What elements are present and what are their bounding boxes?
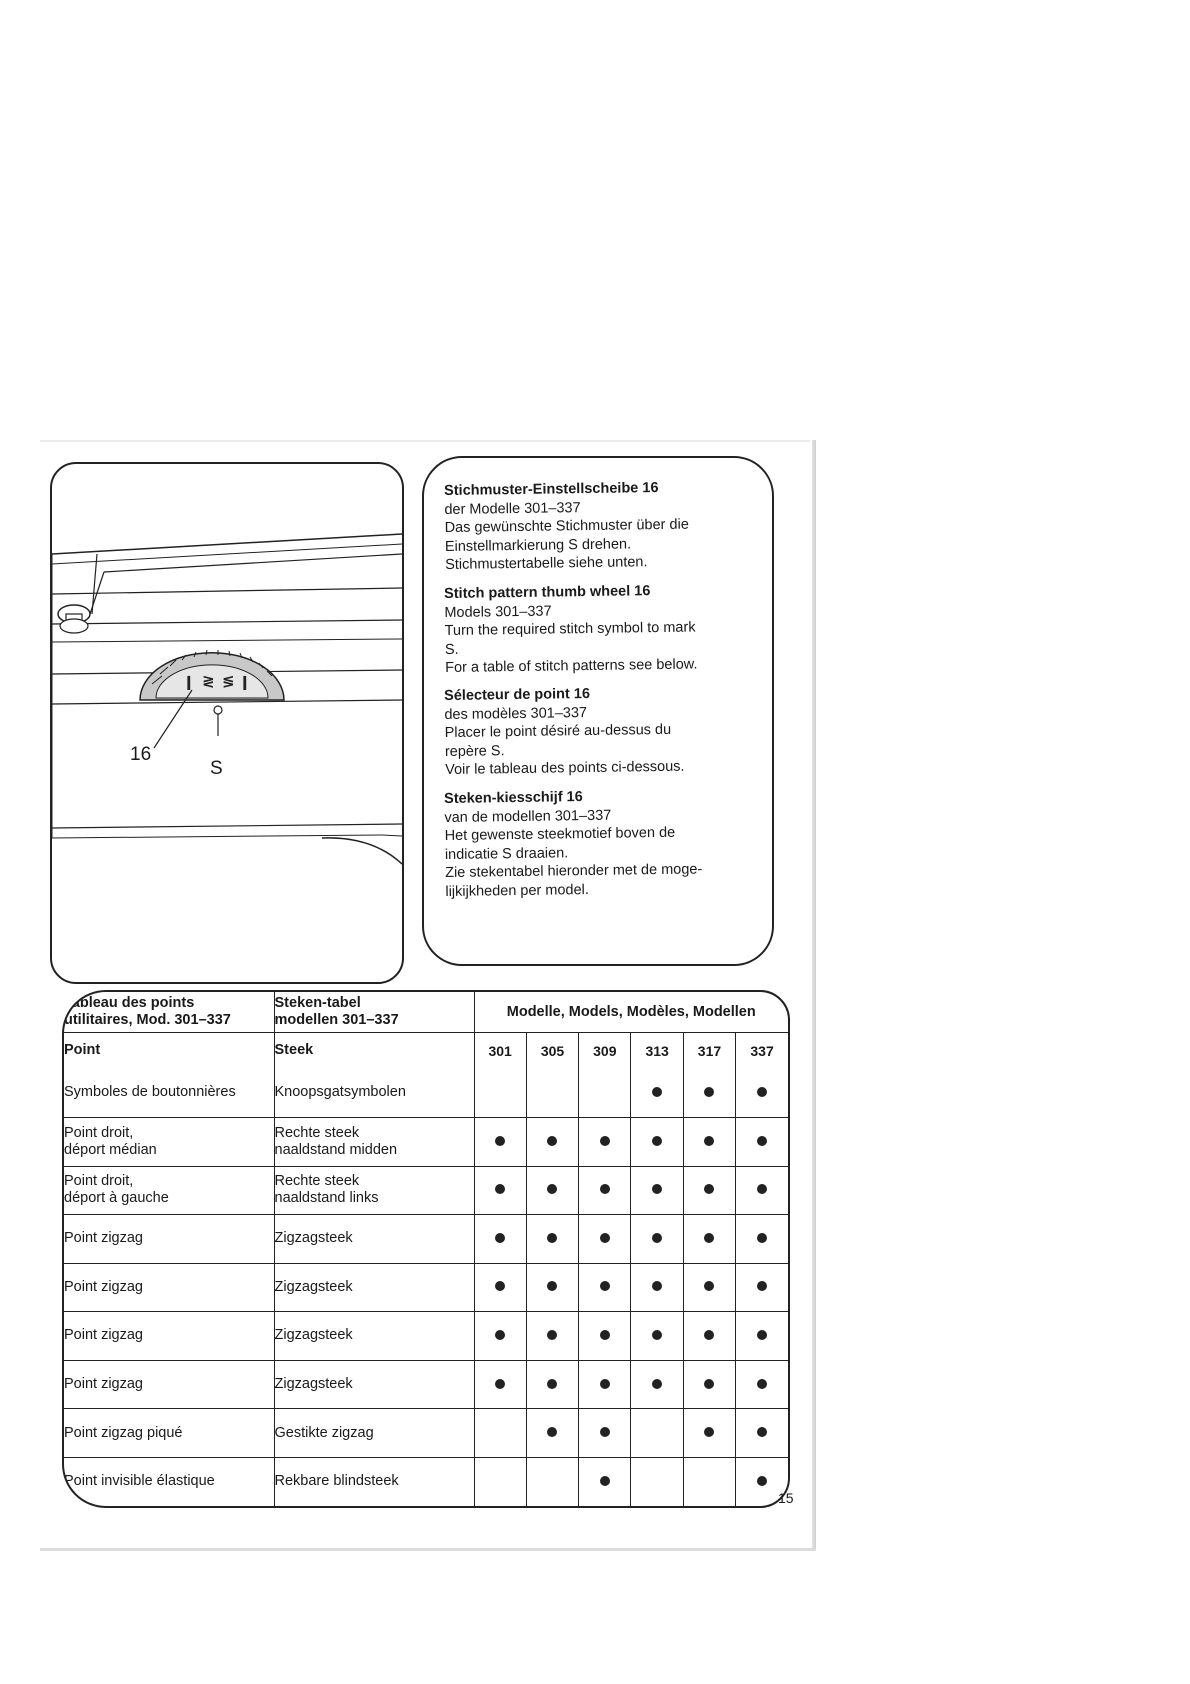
stitch-name-fr [64,1215,274,1264]
available-dot-icon [704,1379,714,1389]
availability-cell-313 [631,1069,683,1118]
header-fr-line: Tableau des points [64,994,195,1011]
available-dot-icon [495,1330,505,1340]
stitch-name-nl [274,1360,474,1409]
available-dot-icon [547,1184,557,1194]
available-dot-icon [547,1330,557,1340]
section-french [444,683,755,780]
instructions-text [444,482,754,911]
availability-cell-317 [683,1117,735,1166]
section-line: Het gewenste steekmotief boven de [444,824,676,844]
stitch-name-nl [274,1263,474,1312]
section-line: Turn the required stitch symbol to mark [444,618,696,639]
availability-cell-309 [579,1166,631,1215]
section-line: repère S. [444,742,505,760]
available-dot-icon [704,1087,714,1097]
available-dot-icon [652,1136,662,1146]
stitch-name-nl-line: Knoopsgatsymbolen [274,1084,406,1101]
available-dot-icon [757,1379,767,1389]
section-title: Stichmuster-Einstellscheibe 16 [444,480,659,499]
availability-cell-313 [631,1360,683,1409]
available-dot-icon [495,1233,505,1243]
stitch-name-fr-line: Symboles de boutonnières [64,1084,236,1101]
section-line: der Modelle 301–337 [444,499,581,518]
available-dot-icon [652,1330,662,1340]
available-dot-icon [757,1476,767,1486]
section-line: Models 301–337 [444,602,552,620]
availability-cell-305 [526,1457,578,1506]
available-dot-icon [704,1330,714,1340]
availability-cell-317 [683,1360,735,1409]
available-dot-icon [704,1281,714,1291]
model-number: 301 [474,1032,526,1068]
available-dot-icon [600,1281,610,1291]
stitch-name-fr-line: Point zigzag piqué [64,1424,183,1441]
availability-cell-305 [526,1263,578,1312]
availability-cell-337 [736,1215,788,1264]
table-row [64,1069,788,1118]
table-row [64,1360,788,1409]
stitch-name-nl [274,1215,474,1264]
available-dot-icon [757,1087,767,1097]
available-dot-icon [652,1281,662,1291]
stitch-name-nl-line: naaldstand links [274,1190,379,1207]
section-line: van de modellen 301–337 [444,806,612,825]
stitch-name-fr [64,1409,274,1458]
available-dot-icon [757,1330,767,1340]
section-title: Steken-kiesschijf 16 [444,788,583,807]
available-dot-icon [600,1233,610,1243]
availability-cell-317 [683,1263,735,1312]
stitch-name-nl [274,1166,474,1215]
section-line: Voir le tableau des points ci-dessous. [445,758,685,778]
availability-cell-301 [474,1312,526,1361]
available-dot-icon [757,1427,767,1437]
available-dot-icon [495,1184,505,1194]
stitch-name-fr [64,1117,274,1166]
stitch-name-nl-line: Rekbare blindsteek [274,1473,399,1490]
availability-cell-337 [736,1069,788,1118]
available-dot-icon [704,1136,714,1146]
availability-cell-317 [683,1457,735,1506]
availability-cell-305 [526,1360,578,1409]
available-dot-icon [757,1136,767,1146]
stitch-name-nl-line: naaldstand midden [274,1141,398,1158]
page-edge-top [40,440,810,442]
section-line: Placer le point désiré au-dessus du [444,721,672,741]
section-line: For a table of stitch patterns see below. [445,655,698,676]
stitch-name-nl-line: Gestikte zigzag [274,1424,374,1441]
svg-text:ꟾ: ꟾ [186,676,192,694]
availability-cell-309 [579,1069,631,1118]
available-dot-icon [547,1136,557,1146]
stitch-name-nl [274,1069,474,1118]
stitch-name-fr [64,1360,274,1409]
availability-cell-305 [526,1166,578,1215]
mark-label: S [210,758,223,779]
section-line: Zie stekentabel hieronder met de moge- [445,860,703,881]
available-dot-icon [652,1233,662,1243]
availability-cell-309 [579,1117,631,1166]
header-nl-line: Steken-tabel [274,994,361,1011]
header-models: Modelle, Models, Modèles, Modellen [474,992,788,1032]
availability-cell-309 [579,1409,631,1458]
section-line: des modèles 301–337 [444,704,588,723]
availability-cell-313 [631,1312,683,1361]
available-dot-icon [600,1184,610,1194]
availability-cell-305 [526,1069,578,1118]
column-steek: Steek [274,1032,474,1068]
table-row [64,1312,788,1361]
availability-cell-313 [631,1166,683,1215]
section-title: Stitch pattern thumb wheel 16 [444,582,651,602]
table-row [64,1117,788,1166]
availability-cell-337 [736,1263,788,1312]
stitch-name-fr-line: Point zigzag [64,1278,143,1295]
stitch-name-fr-line: Point droit, [64,1173,134,1190]
available-dot-icon [757,1233,767,1243]
availability-cell-301 [474,1263,526,1312]
page-edge-bottom [40,1548,816,1551]
table-row [64,1409,788,1458]
available-dot-icon [495,1379,505,1389]
availability-cell-301 [474,1215,526,1264]
stitch-name-fr [64,1457,274,1506]
available-dot-icon [495,1136,505,1146]
stitch-name-nl-line: Zigzagsteek [274,1327,353,1344]
availability-cell-317 [683,1215,735,1264]
header-fr-line: utilitaires, Mod. 301–337 [64,1011,231,1028]
section-line: Stichmustertabelle siehe unten. [445,554,648,573]
model-number: 313 [631,1032,683,1068]
availability-cell-309 [579,1263,631,1312]
section-line: lijkijkheden per model. [445,880,589,899]
stitch-name-fr-line: Point droit, [64,1124,134,1141]
stitch-rows [64,1069,788,1506]
section-line: Einstellmarkierung S drehen. [444,535,632,555]
available-dot-icon [495,1281,505,1291]
section-line: indicatie S draaien. [444,844,569,862]
availability-cell-313 [631,1457,683,1506]
table-row [64,1457,788,1506]
header-nl [274,992,474,1032]
svg-text:≶: ≶ [222,672,235,690]
table-row [64,1166,788,1215]
availability-cell-305 [526,1312,578,1361]
availability-cell-305 [526,1215,578,1264]
availability-cell-301 [474,1166,526,1215]
available-dot-icon [547,1281,557,1291]
stitch-table [64,992,788,1506]
stitch-name-fr-line: Point zigzag [64,1230,143,1247]
availability-cell-309 [579,1360,631,1409]
stitch-name-nl-line: Zigzagsteek [274,1278,353,1295]
section-dutch [444,785,756,900]
availability-cell-337 [736,1312,788,1361]
page-edge-right [812,440,816,1550]
availability-cell-301 [474,1457,526,1506]
svg-text:≷: ≷ [202,672,215,690]
stitch-name-fr-line: Point zigzag [64,1327,143,1344]
available-dot-icon [652,1087,662,1097]
available-dot-icon [547,1233,557,1243]
section-title: Sélecteur de point 16 [444,685,591,704]
available-dot-icon [600,1136,610,1146]
stitch-table-frame [62,990,790,1508]
section-english [444,580,755,677]
stitch-name-fr-line: Point invisible élastique [64,1473,215,1490]
stitch-name-nl-line: Zigzagsteek [274,1230,353,1247]
stitch-name-nl [274,1117,474,1166]
available-dot-icon [652,1379,662,1389]
model-number: 305 [526,1032,578,1068]
availability-cell-337 [736,1409,788,1458]
stitch-name-fr-line: Point zigzag [64,1376,143,1393]
availability-cell-317 [683,1166,735,1215]
stitch-name-nl-line: Rechte steek [274,1173,360,1190]
stitch-name-nl-line: Zigzagsteek [274,1376,353,1393]
section-line: S. [444,640,459,657]
availability-cell-313 [631,1215,683,1264]
stitch-name-fr [64,1166,274,1215]
available-dot-icon [600,1379,610,1389]
stitch-name-nl [274,1457,474,1506]
availability-cell-317 [683,1069,735,1118]
header-fr [64,992,274,1032]
availability-cell-337 [736,1117,788,1166]
available-dot-icon [652,1184,662,1194]
table-row [64,1215,788,1264]
table-row [64,1263,788,1312]
page-number: 15 [778,1490,794,1506]
available-dot-icon [600,1330,610,1340]
availability-cell-309 [579,1457,631,1506]
available-dot-icon [600,1476,610,1486]
available-dot-icon [704,1184,714,1194]
availability-cell-317 [683,1409,735,1458]
stitch-name-nl-line: Rechte steek [274,1124,360,1141]
model-number: 337 [736,1032,788,1068]
availability-cell-313 [631,1263,683,1312]
stitch-name-fr-line: déport à gauche [64,1190,169,1207]
available-dot-icon [547,1427,557,1437]
availability-cell-313 [631,1409,683,1458]
stitch-name-fr [64,1263,274,1312]
section-line: Das gewünschte Stichmuster über die [444,516,689,536]
availability-cell-301 [474,1409,526,1458]
thumb-wheel-drawing [52,464,402,982]
available-dot-icon [704,1427,714,1437]
available-dot-icon [757,1281,767,1291]
stitch-name-fr [64,1069,274,1118]
header-nl-line: modellen 301–337 [274,1011,399,1028]
machine-illustration [50,462,404,984]
available-dot-icon [547,1379,557,1389]
stitch-name-nl [274,1312,474,1361]
available-dot-icon [757,1184,767,1194]
availability-cell-309 [579,1215,631,1264]
stitch-name-fr-line: déport médian [64,1141,157,1158]
availability-cell-317 [683,1312,735,1361]
available-dot-icon [600,1427,610,1437]
section-german [444,478,755,575]
column-point: Point [64,1032,274,1068]
availability-cell-305 [526,1117,578,1166]
availability-cell-301 [474,1117,526,1166]
stitch-name-fr [64,1312,274,1361]
availability-cell-301 [474,1069,526,1118]
svg-text:ꟾ: ꟾ [242,676,248,694]
availability-cell-301 [474,1360,526,1409]
availability-cell-337 [736,1360,788,1409]
availability-cell-305 [526,1409,578,1458]
model-number: 317 [683,1032,735,1068]
table-header-row [64,992,788,1032]
stitch-name-nl [274,1409,474,1458]
availability-cell-337 [736,1166,788,1215]
availability-cell-309 [579,1312,631,1361]
model-number: 309 [579,1032,631,1068]
availability-cell-313 [631,1117,683,1166]
column-header-row [64,1032,788,1068]
instructions-box [422,456,774,966]
available-dot-icon [704,1233,714,1243]
wheel-label: 16 [130,744,152,765]
